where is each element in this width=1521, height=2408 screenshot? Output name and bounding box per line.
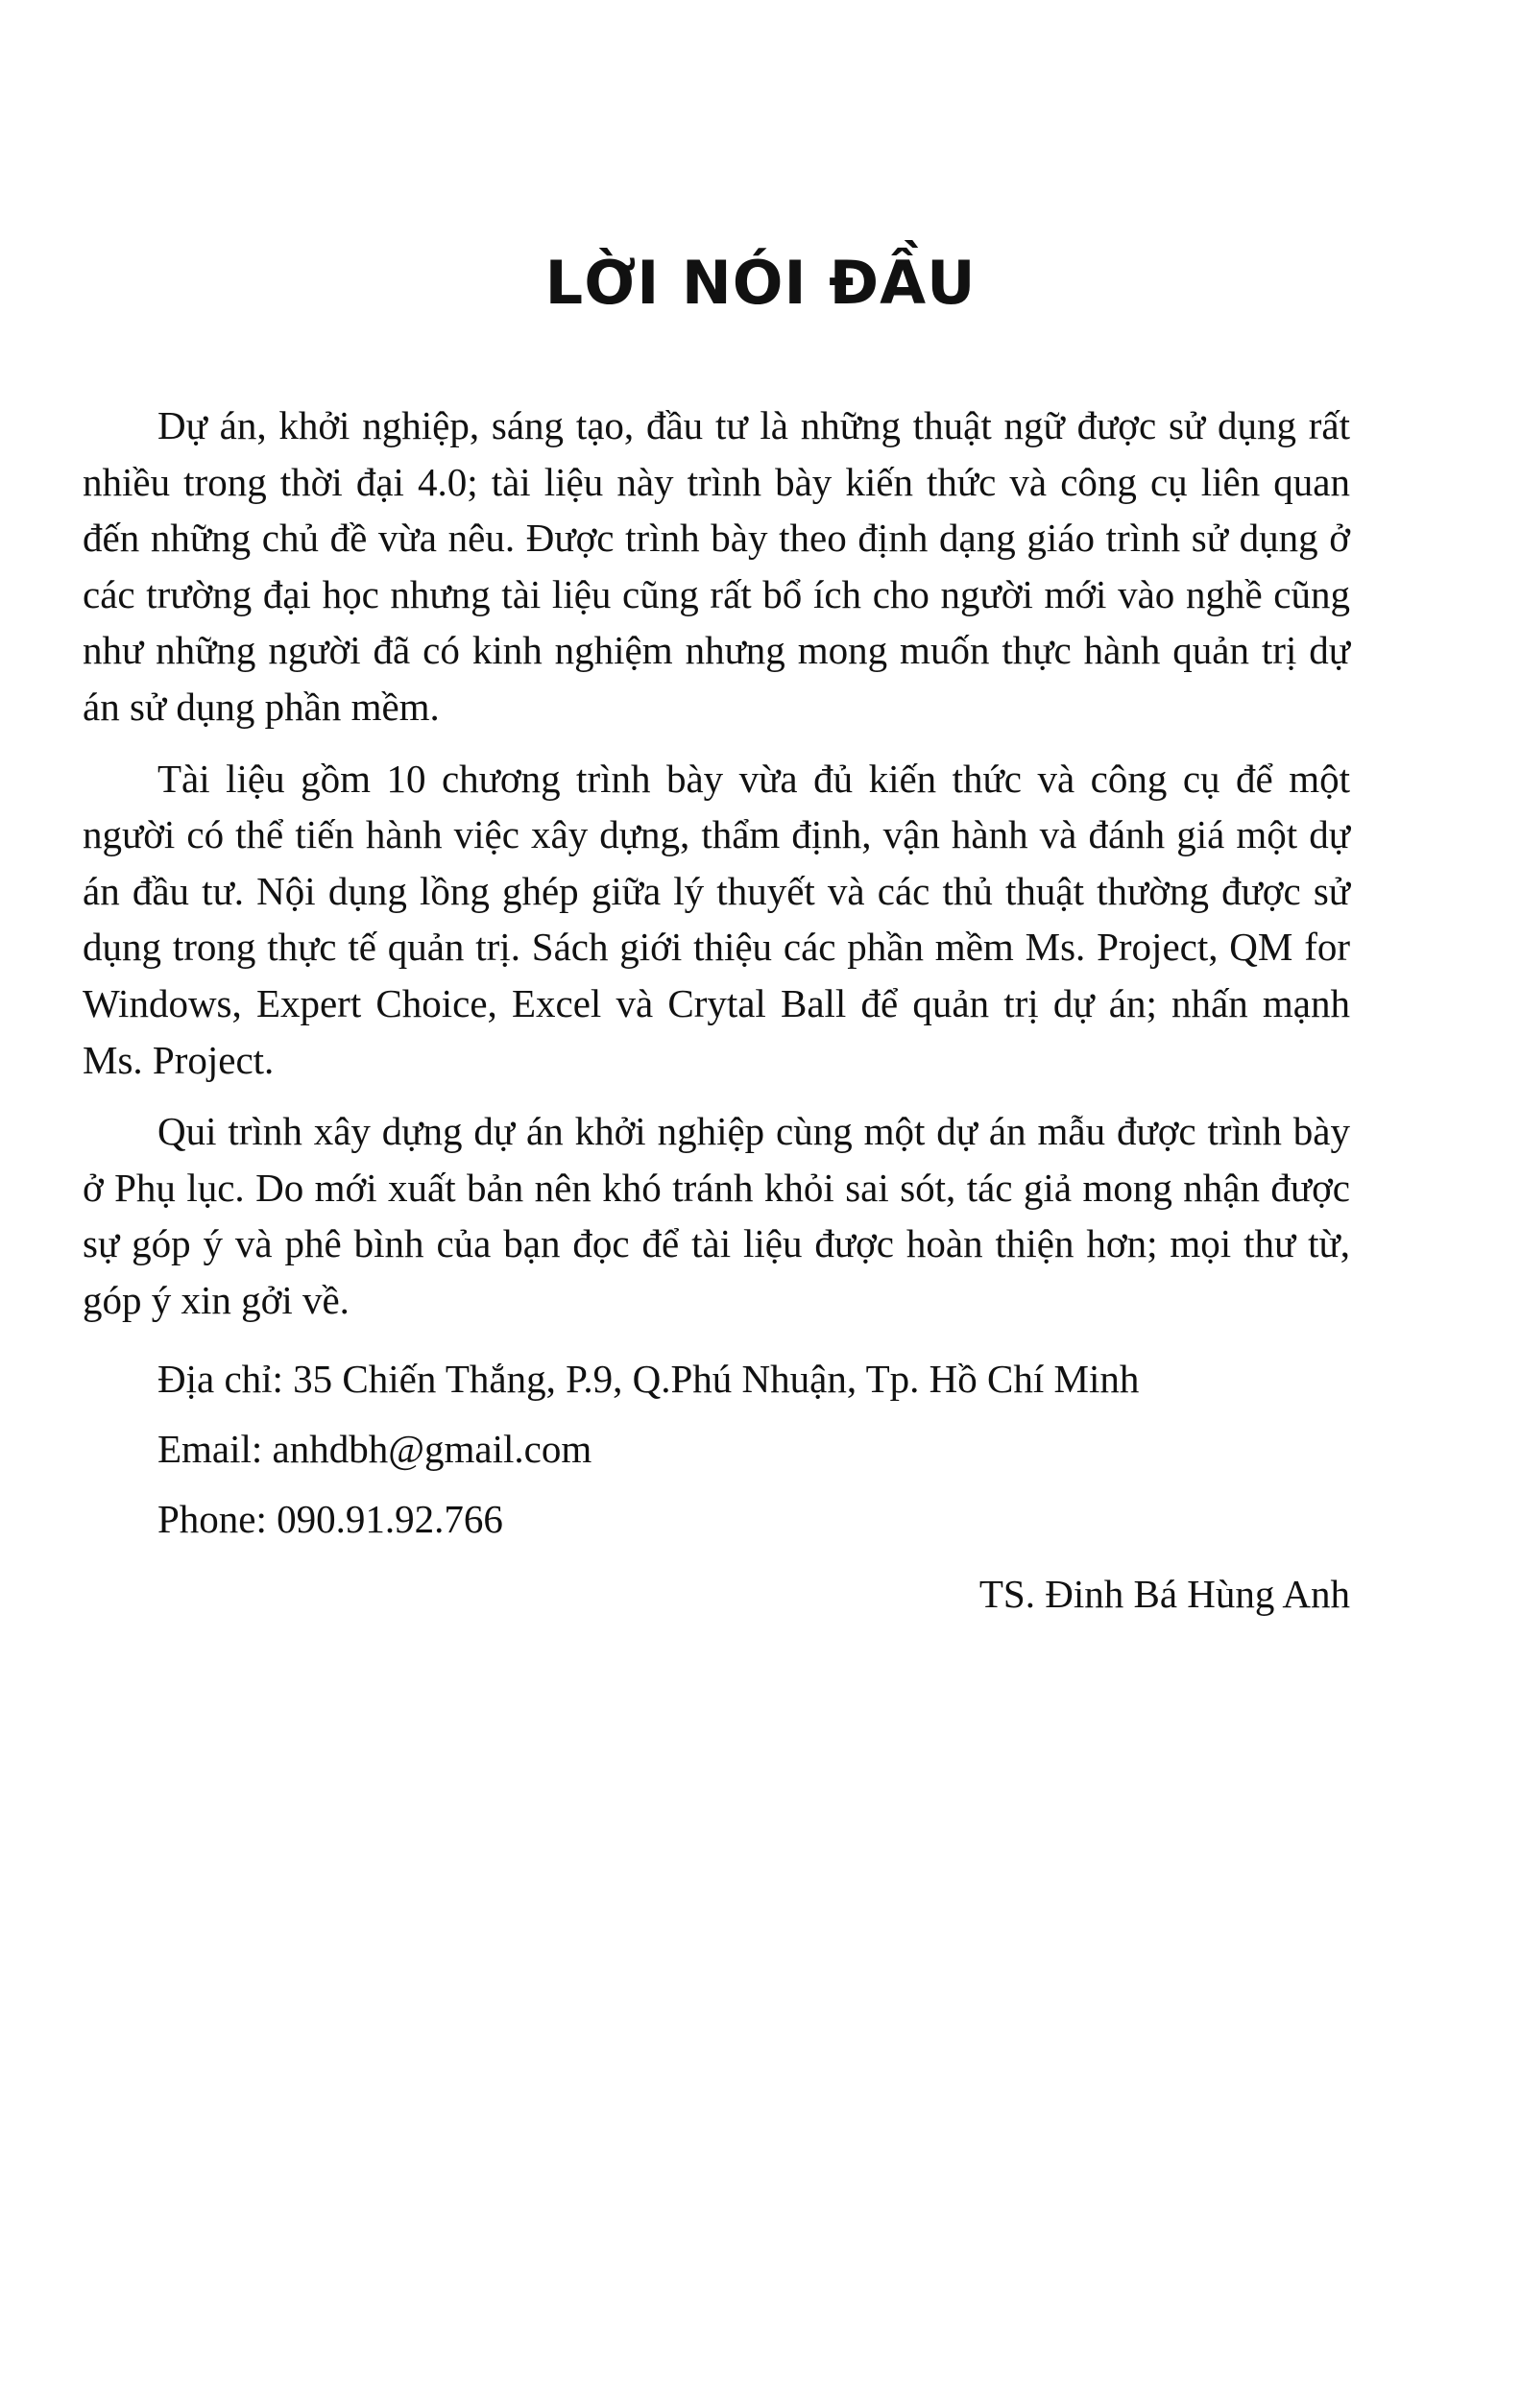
contact-address: Địa chỉ: 35 Chiến Thắng, P.9, Q.Phú Nhuận, Tp. Hồ Chí Minh [157, 1356, 1140, 1401]
contact-email: Email: anhdbh@gmail.com [157, 1426, 592, 1471]
contact-block [83, 1344, 1350, 1554]
paragraph-3: Qui trình xây dựng dự án khởi nghiệp cùng một dự án mẫu được trình bày ở Phụ lục. Do mới xuất bản nên khó tránh khỏi sai sót, tác giả mong nhận được sự góp ý và phê bình của bạn đọc để tài liệu được hoàn thiện hơn; mọi thư từ, góp ý xin gởi về. [83, 1109, 1350, 1322]
author-signature: TS. Đinh Bá Hùng Anh [978, 1571, 1350, 1616]
contact-phone: Phone: 090.91.92.766 [157, 1496, 503, 1541]
page-title: LỜI NÓI ĐẦU [544, 248, 977, 318]
paragraph-2: Tài liệu gồm 10 chương trình bày vừa đủ kiến thức và công cụ để một người có thể tiến hành việc xây dựng, thẩm định, vận hành và đánh giá một dự án đầu tư. Nội dụng lồng ghép giữa lý thuyết và các thủ thuật thường được sử dụng trong thực tế quản trị. Sách giới thiệu các phần mềm Ms. Project, QM for Windows, Expert Choice, Excel và Crytal Ball để quản trị dự án; nhấn mạnh Ms. Project. [83, 756, 1350, 1082]
preface-body [83, 397, 1350, 1622]
paragraph-1: Dự án, khởi nghiệp, sáng tạo, đầu tư là những thuật ngữ được sử dụng rất nhiều trong thời đại 4.0; tài liệu này trình bày kiến thức và công cụ liên quan đến những chủ đề vừa nêu. Được trình bày theo định dạng giáo trình sử dụng ở các trường đại học nhưng tài liệu cũng rất bổ ích cho người mới vào nghề cũng như những người đã có kinh nghiệm nhưng mong muốn thực hành quản trị dự án sử dụng phần mềm. [83, 403, 1350, 729]
